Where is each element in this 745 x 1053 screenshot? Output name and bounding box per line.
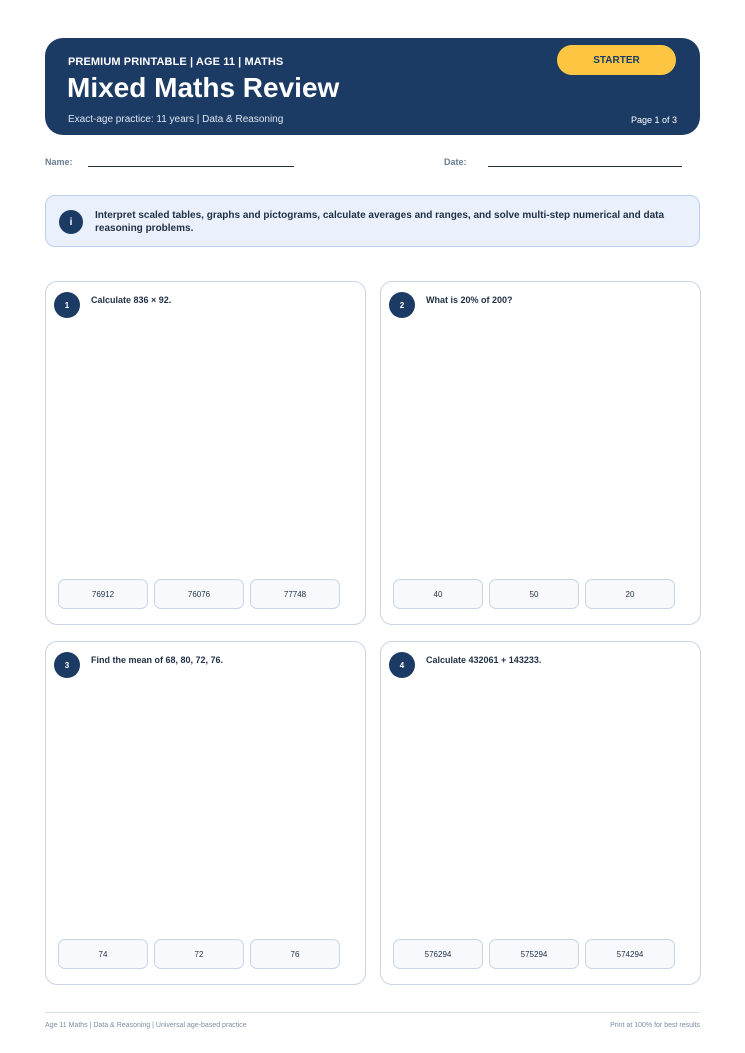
- date-label: Date:: [444, 157, 467, 167]
- question-card-3: [45, 641, 366, 985]
- instructions-text: Interpret scaled tables, graphs and pictograms, calculate averages and ranges, and solve multi-step numerical and data reasoning problems.: [95, 210, 665, 234]
- answer-option[interactable]: 76: [250, 939, 340, 969]
- answer-option[interactable]: 20: [585, 579, 675, 609]
- answer-option[interactable]: 77748: [250, 579, 340, 609]
- question-number: 3: [54, 652, 80, 678]
- worksheet-header: [45, 38, 700, 135]
- footer-divider: [45, 1012, 700, 1013]
- answer-options: [393, 579, 675, 609]
- instructions-box: [45, 195, 700, 247]
- question-text: Calculate 836 × 92.: [91, 295, 172, 305]
- question-card-2: [380, 281, 701, 625]
- question-text: What is 20% of 200?: [426, 295, 513, 305]
- question-card-4: [380, 641, 701, 985]
- name-label: Name:: [45, 157, 73, 167]
- name-field[interactable]: [88, 166, 294, 167]
- answer-options: [393, 939, 675, 969]
- answer-option[interactable]: 574294: [585, 939, 675, 969]
- footer-right-text: Print at 100% for best results: [610, 1022, 700, 1029]
- answer-option[interactable]: 40: [393, 579, 483, 609]
- answer-option[interactable]: 76912: [58, 579, 148, 609]
- answer-options: [58, 939, 340, 969]
- answer-option[interactable]: 576294: [393, 939, 483, 969]
- question-number: 2: [389, 292, 415, 318]
- difficulty-badge: STARTER: [557, 45, 676, 75]
- answer-option[interactable]: 74: [58, 939, 148, 969]
- header-kicker: PREMIUM PRINTABLE | AGE 11 | MATHS: [68, 56, 284, 68]
- question-text: Calculate 432061 + 143233.: [426, 655, 542, 665]
- answer-options: [58, 579, 340, 609]
- date-field[interactable]: [488, 166, 682, 167]
- page-indicator: Page 1 of 3: [630, 115, 677, 125]
- question-number: 4: [389, 652, 415, 678]
- answer-option[interactable]: 575294: [489, 939, 579, 969]
- header-subtitle: Exact-age practice: 11 years | Data & Reasoning: [68, 114, 284, 125]
- answer-option[interactable]: 72: [154, 939, 244, 969]
- question-number: 1: [54, 292, 80, 318]
- page-title: Mixed Maths Review: [67, 72, 340, 103]
- answer-option[interactable]: 50: [489, 579, 579, 609]
- question-text: Find the mean of 68, 80, 72, 76.: [91, 655, 224, 665]
- answer-option[interactable]: 76076: [154, 579, 244, 609]
- footer-left-text: Age 11 Maths | Data & Reasoning | Universal age-based practice: [45, 1022, 247, 1029]
- question-card-1: [45, 281, 366, 625]
- info-icon: i: [59, 210, 83, 234]
